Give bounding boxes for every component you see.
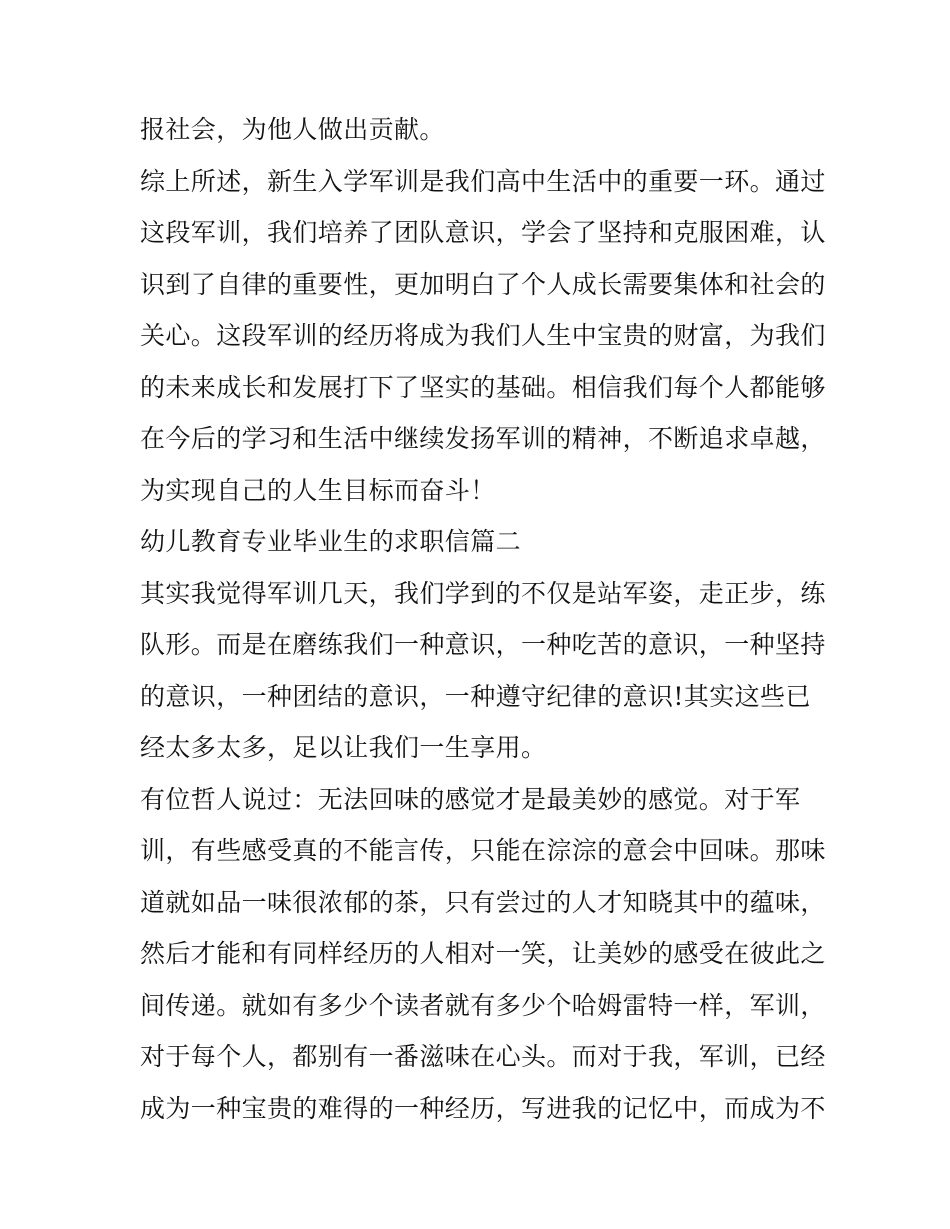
text-line: 其实我觉得军训几天，我们学到的不仅是站军姿，走正步，练 bbox=[140, 578, 826, 608]
text-line: 识到了自律的重要性，更加明白了个人成长需要集体和社会的 bbox=[140, 269, 826, 299]
text-line: 这段军训，我们培养了团队意识，学会了坚持和克服困难，认 bbox=[140, 218, 826, 247]
text-line: 成为一种宝贵的难得的一种经历，写进我的记忆中，而成为不 bbox=[140, 1093, 826, 1123]
text-line: 关心。这段军训的经历将成为我们人生中宝贵的财富，为我们 bbox=[140, 321, 826, 350]
text-line: 对于每个人，都别有一番滋味在心头。而对于我，军训，已经 bbox=[140, 1042, 826, 1071]
text-line: 间传递。就如有多少个读者就有多少个哈姆雷特一样，军训， bbox=[140, 990, 826, 1020]
text-line: 经太多太多，足以让我们一生享用。 bbox=[140, 733, 547, 762]
document-body bbox=[140, 104, 826, 1134]
text-line: 的未来成长和发展打下了坚实的基础。相信我们每个人都能够 bbox=[140, 372, 826, 402]
section-heading: 幼儿教育专业毕业生的求职信篇二 bbox=[140, 527, 522, 556]
text-line: 队形。而是在磨练我们一种意识，一种吃苦的意识，一种坚持 bbox=[140, 630, 826, 659]
text-line: 报社会，为他人做出贡献。 bbox=[140, 115, 445, 144]
text-line: 在今后的学习和生活中继续发扬军训的精神，不断追求卓越， bbox=[140, 424, 826, 453]
text-line: 综上所述，新生入学军训是我们高中生活中的重要一环。通过 bbox=[140, 166, 826, 196]
text-line: 的意识，一种团结的意识，一种遵守纪律的意识!其实这些已 bbox=[140, 681, 811, 711]
text-line: 训，有些感受真的不能言传，只能在淙淙的意会中回味。那味 bbox=[140, 836, 826, 865]
text-line: 然后才能和有同样经历的人相对一笑，让美妙的感受在彼此之 bbox=[140, 939, 826, 968]
text-line: 有位哲人说过：无法回味的感觉才是最美妙的感觉。对于军 bbox=[140, 784, 801, 814]
text-line: 为实现自己的人生目标而奋斗！ bbox=[140, 475, 496, 505]
text-line: 道就如品一味很浓郁的茶，只有尝过的人才知晓其中的蕴味， bbox=[140, 887, 826, 917]
